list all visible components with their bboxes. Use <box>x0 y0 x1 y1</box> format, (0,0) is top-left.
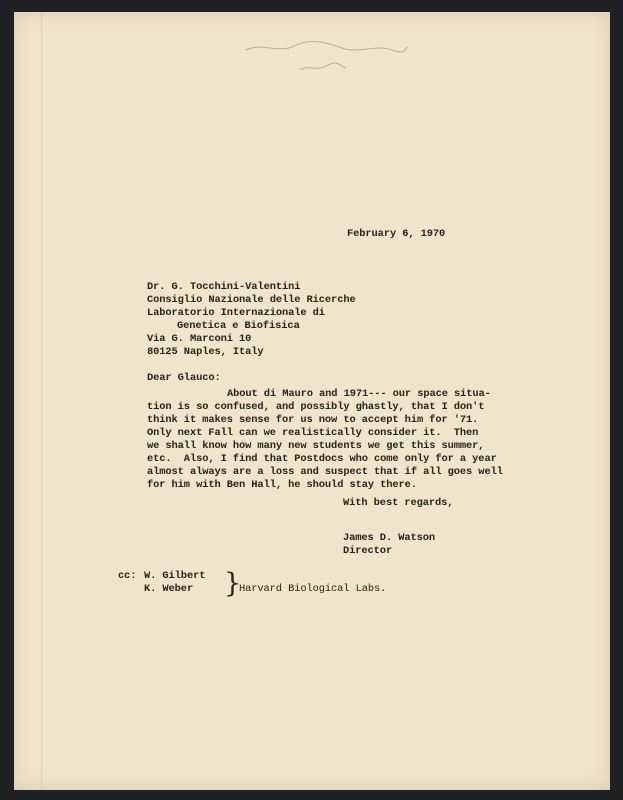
body-line: we shall know how many new students we get this summer, <box>147 440 485 452</box>
letter-page <box>14 12 610 790</box>
body-line: About di Mauro and 1971--- our space situa- <box>227 388 491 400</box>
letter-date: February 6, 1970 <box>347 228 446 240</box>
cc-brace: } <box>224 568 242 599</box>
page-edge-line <box>41 12 42 790</box>
cc-name: K. Weber <box>144 583 194 595</box>
cc-affiliation: Harvard Biological Labs. <box>239 583 387 595</box>
closing: With best regards, <box>343 497 454 509</box>
recipient-line: 80125 Naples, Italy <box>147 346 264 358</box>
signature-title: Director <box>343 545 393 557</box>
body-line: almost always are a loss and suspect that if all goes well <box>147 466 503 478</box>
cc-label: cc: <box>118 570 137 582</box>
salutation: Dear Glauco: <box>147 372 221 384</box>
recipient-line: Consiglio Nazionale delle Ricerche <box>147 294 356 306</box>
recipient-line: Laboratorio Internazionale di <box>147 307 325 319</box>
pencil-scribble <box>242 34 412 76</box>
recipient-line: Via G. Marconi 10 <box>147 333 252 345</box>
cc-name: W. Gilbert <box>144 570 206 582</box>
body-line: etc. Also, I find that Postdocs who come only for a year <box>147 453 497 465</box>
signature-name: James D. Watson <box>343 532 436 544</box>
body-line: tion is so confused, and possibly ghastly, that I don't <box>147 401 485 413</box>
body-line: think it makes sense for us now to accept him for '71. <box>147 414 479 426</box>
body-line: for him with Ben Hall, he should stay there. <box>147 479 417 491</box>
body-line: Only next Fall can we realistically consider it. Then <box>147 427 479 439</box>
recipient-line: Genetica e Biofisica <box>177 320 300 332</box>
recipient-line: Dr. G. Tocchini-Valentini <box>147 281 301 293</box>
